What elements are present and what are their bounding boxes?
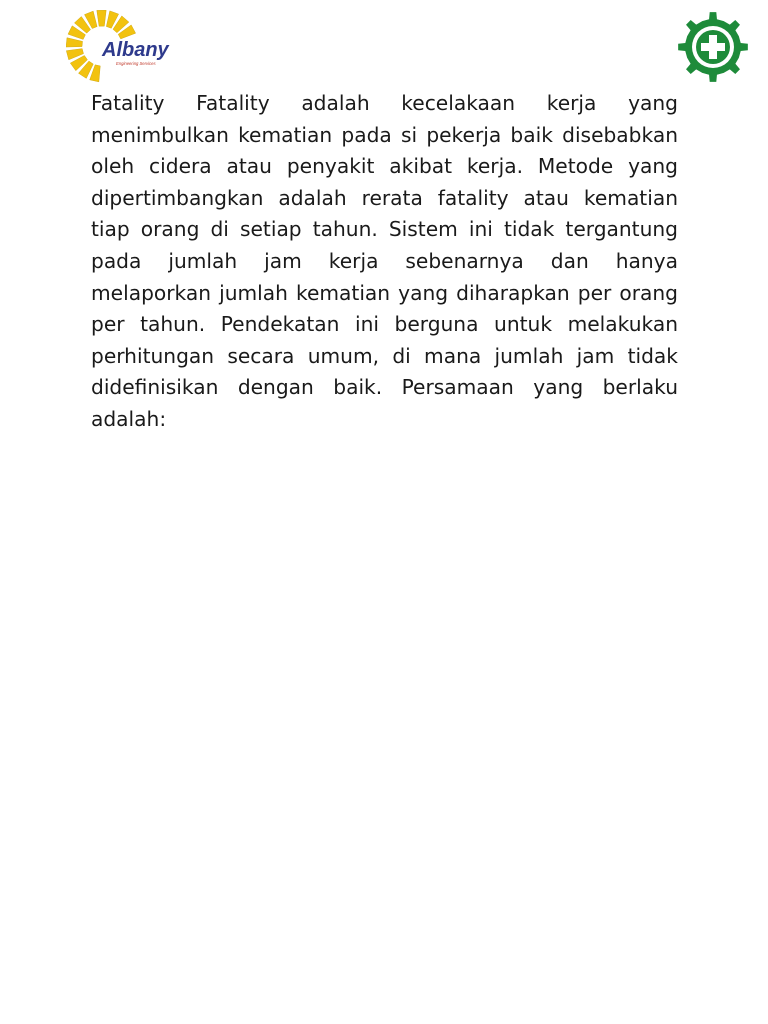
body-paragraph: Fatality Fatality adalah kecelakaan kerja yang menimbulkan kematian pada si pekerja baik disebabkan oleh cidera atau penyakit akibat kerja. Metode yang dipertimbangkan adalah rerata fatality atau kematian tiap orang di setiap tahun. Sistem ini tidak tergantung pada jumlah jam kerja sebenarnya dan hanya melaporkan jumlah kematian yang diharapkan per orang per tahun. Pendekatan ini berguna untuk melakukan perhitungan secara umum, di mana jumlah jam tidak didefinisikan dengan baik. Persamaan yang berlaku adalah: — [91, 91, 678, 431]
albany-sunburst-logo-icon — [66, 8, 176, 84]
k3-safety-cross-gear-icon — [677, 10, 749, 84]
cross-vertical — [709, 35, 717, 59]
albany-logo — [66, 8, 176, 84]
sunburst-ray — [97, 10, 106, 26]
k3-safety-logo — [677, 10, 749, 84]
albany-tagline-text: Engineering Services — [116, 61, 156, 66]
sunburst-ray — [66, 38, 83, 47]
albany-brand-text: Albany — [102, 39, 169, 61]
